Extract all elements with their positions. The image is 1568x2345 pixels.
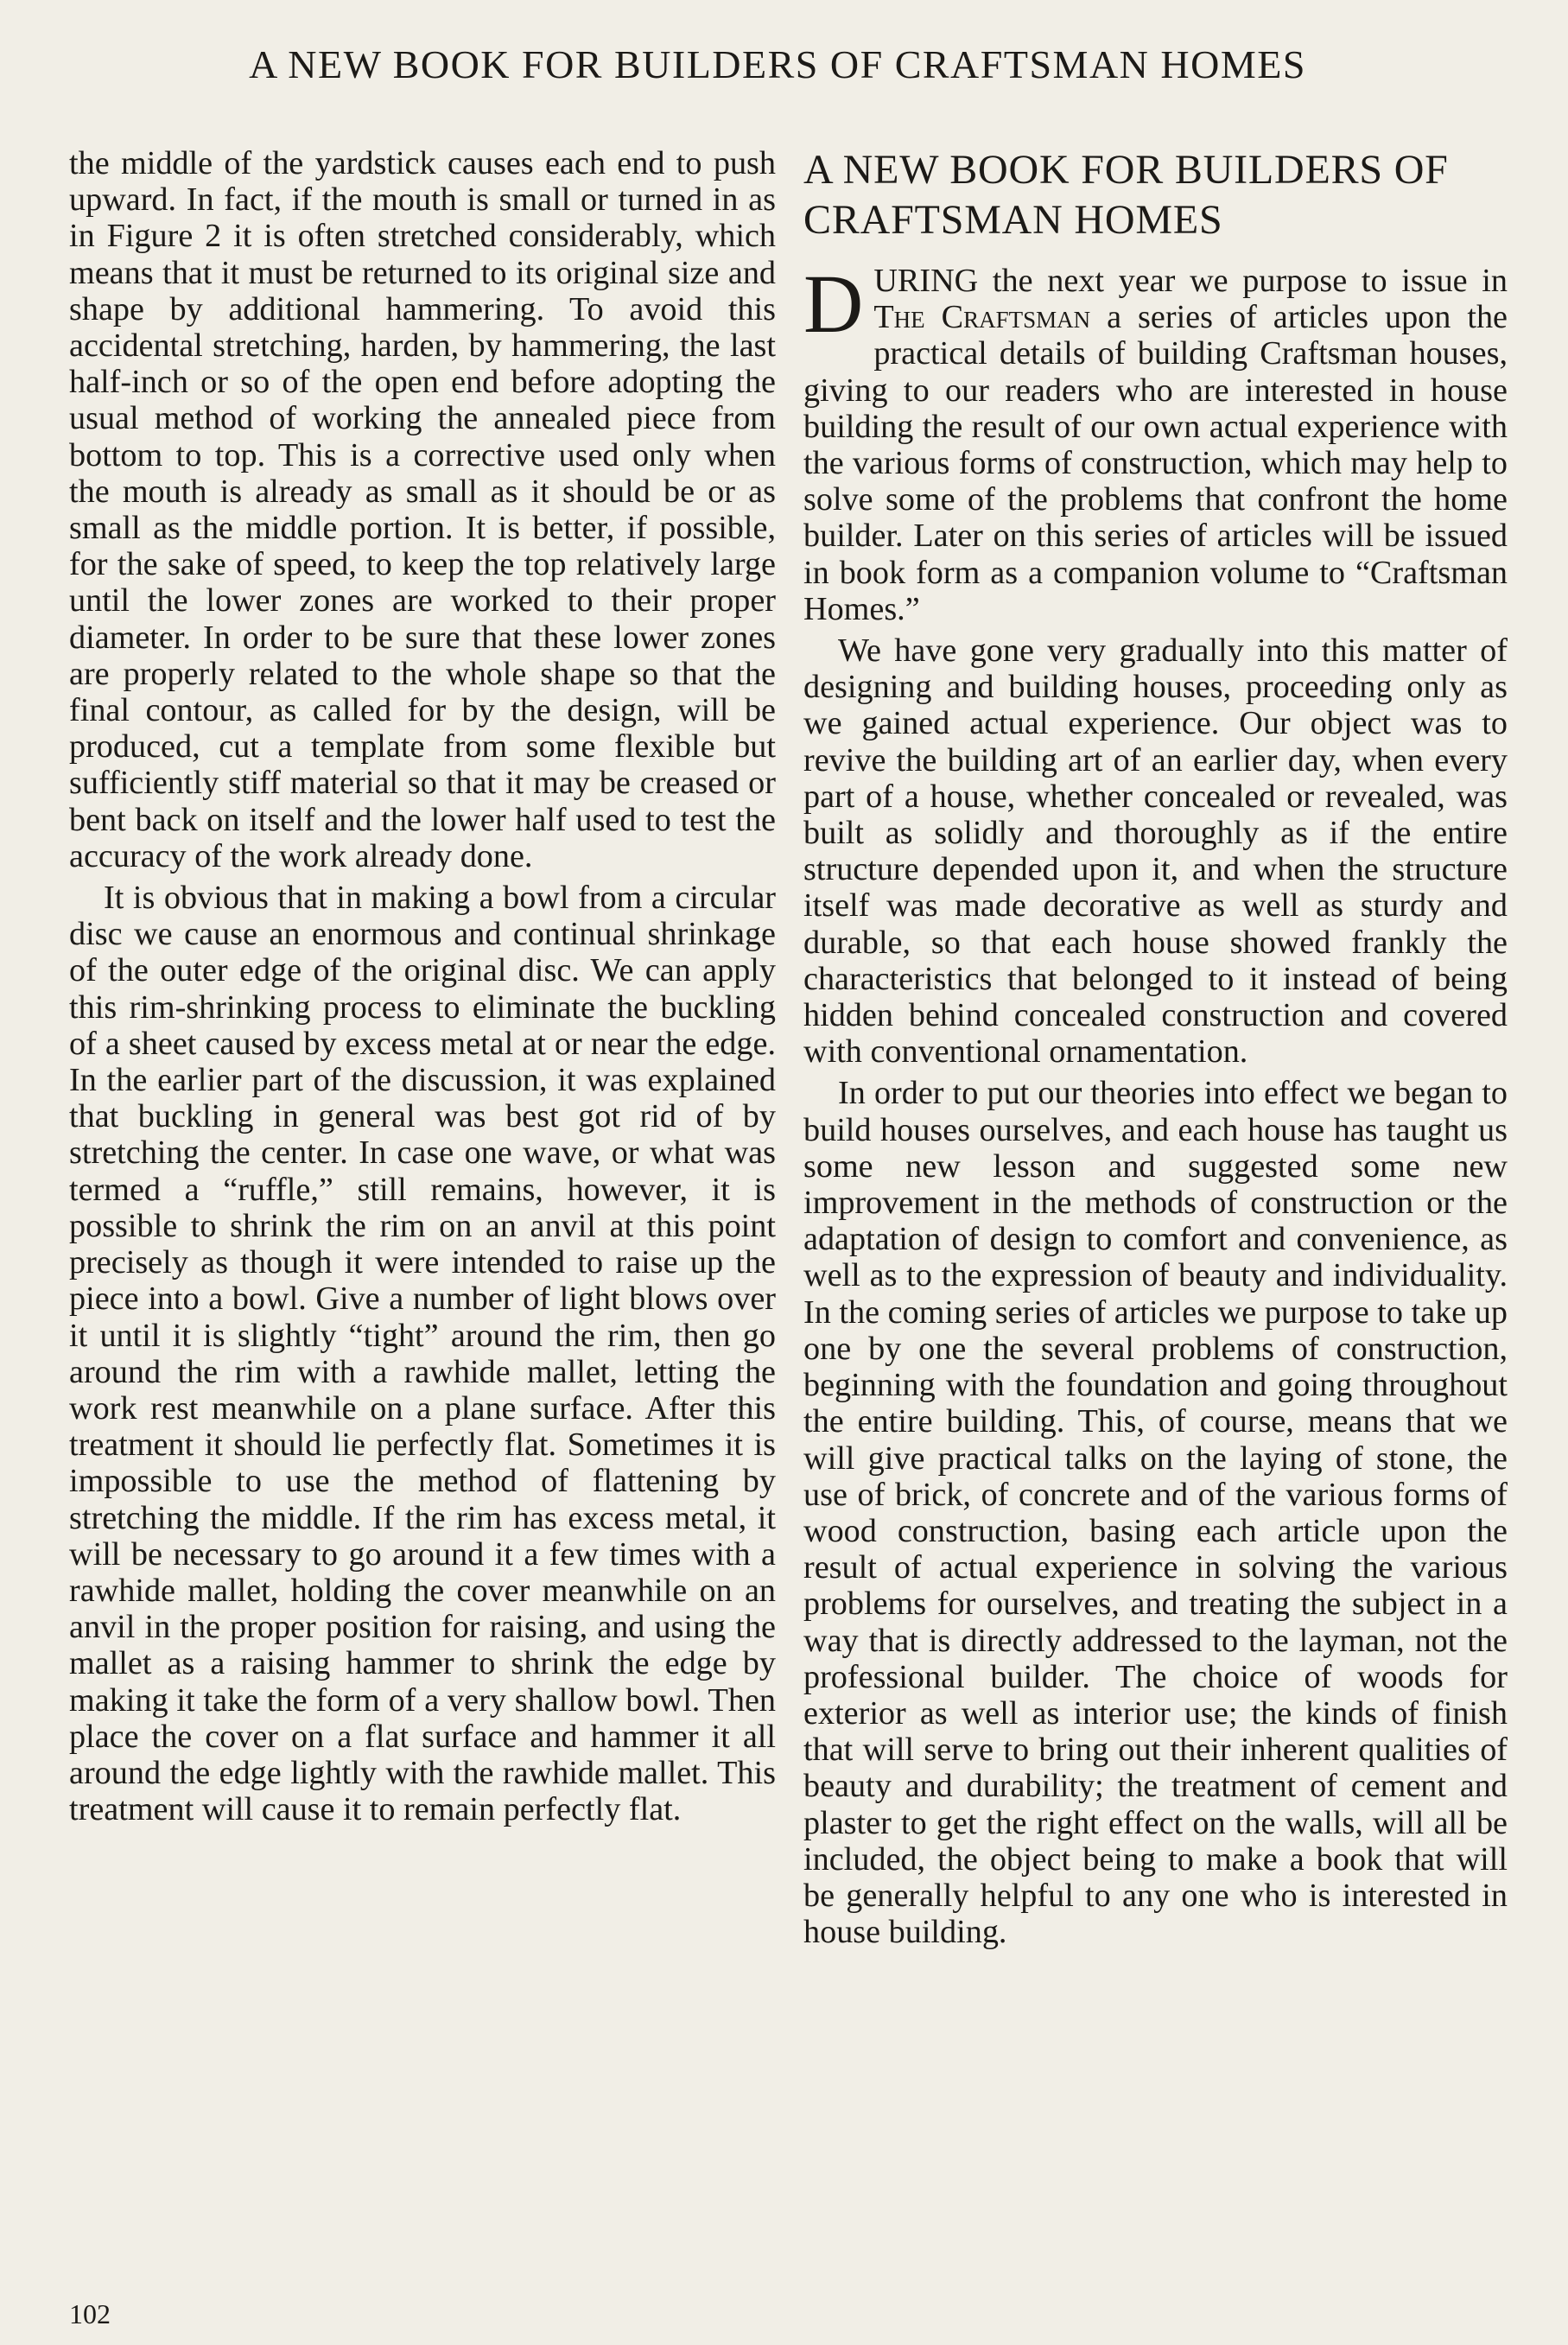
opening-lead: URING the next year we purpose to issue in bbox=[873, 263, 1508, 299]
drop-cap: D bbox=[803, 257, 864, 350]
right-column bbox=[803, 145, 1508, 1950]
page-number: 102 bbox=[69, 2298, 111, 2329]
opening-rest: a series of articles upon the practical details of building Craftsman houses, giving to our readers who are interested in house building the result of our own actual experience with the various forms of construction, which may help to solve some of the problems that confront the home builder. Later on this series of articles will be issued in book form as a companion volume to “Craftsman Homes.” bbox=[803, 299, 1508, 627]
body-paragraph: In order to put our theories into effect we began to build houses ourselves, and each house has taught us some new lesson and suggested some new improvement in the methods of construction or the adaptation of design to comfort and convenience, as well as to the expression of beauty and individuality. In the coming series of articles we purpose to take up one by one the several problems of construction, beginning with the foundation and going throughout the entire building. This, of course, means that we will give practical talks on the laying of stone, the use of brick, of concrete and of the various forms of wood construction, basing each article upon the result of actual experience in solving the various problems for ourselves, and treating the subject in a way that is directly addressed to the layman, not the professional builder. The choice of woods for exterior as well as interior use; the kinds of finish that will serve to bring out their inherent qualities of beauty and durability; the treatment of cement and plaster to get the right effect on the walls, will all be included, the object being to make a book that will be generally helpful to any one who is interested in house building. bbox=[803, 1075, 1508, 1951]
magazine-name: The Craftsman bbox=[873, 299, 1091, 336]
running-head: A NEW BOOK FOR BUILDERS OF CRAFTSMAN HOMES bbox=[249, 42, 1306, 86]
body-paragraph: the middle of the yardstick causes each end to push upward. In fact, if the mouth is small or turned in as in Figure 2 it is often stretched considerably, which means that it must be returned to its original size and shape by additional hammering. To avoid this accidental stretching, harden, by hammering, the last half-inch or so of the open end before adopting the usual method of working the annealed piece from bottom to top. This is a corrective used only when the mouth is already as small as it should be or as small as the middle portion. It is better, if possible, for the sake of speed, to keep the top relatively large until the lower zones are worked to their proper diameter. In order to be sure that these lower zones are properly related to the whole shape so that the final contour, as called for by the design, will be produced, cut a template from some flexible but sufficiently stiff material so that it may be creased or bent back on itself and the lower half used to test the accuracy of the work already done. bbox=[69, 145, 776, 874]
body-paragraph: It is obvious that in making a bowl from a circular disc we cause an enormous and continual shrinkage of the outer edge of the original disc. We can apply this rim-shrinking process to eliminate the buckling of a sheet caused by excess metal at or near the edge. In the earlier part of the discussion, it was explained that buckling in general was best got rid of by stretching the center. In case one wave, or what was termed a “ruffle,” still remains, however, it is possible to shrink the rim on an anvil at this point precisely as though it were intended to raise up the piece into a bowl. Give a number of light blows over it until it is slightly “tight” around the rim, then go around the rim with a rawhide mallet, letting the work rest meanwhile on a plane surface. After this treatment it should lie perfectly flat. Sometimes it is impossible to use the method of flattening by stretching the middle. If the rim has excess metal, it will be necessary to go around it a few times with a rawhide mallet, holding the cover meanwhile on an anvil in the proper position for raising, and using the mallet as a raising hammer to shrink the edge by making it take the form of a very shallow bowl. Then place the cover on a flat surface and hammer it all around the edge lightly with the rawhide mallet. This treatment will cause it to remain perfectly flat. bbox=[69, 880, 776, 1828]
opening-paragraph bbox=[803, 257, 1508, 627]
body-paragraph: We have gone very gradually into this matter of designing and building houses, proceeding only as we gained actual experience. Our object was to revive the building art of an earlier day, when every part of a house, whether concealed or revealed, was built as solidly and thoroughly as if the entire structure depended upon it, and when the structure itself was made decorative as well as sturdy and durable, so that each house showed frankly the characteristics that belonged to it instead of being hidden behind concealed construction and covered with conventional ornamentation. bbox=[803, 632, 1508, 1071]
left-column bbox=[69, 145, 776, 1827]
article-title: A NEW BOOK FOR BUILDERS OF CRAFTSMAN HOMES bbox=[803, 147, 1449, 243]
